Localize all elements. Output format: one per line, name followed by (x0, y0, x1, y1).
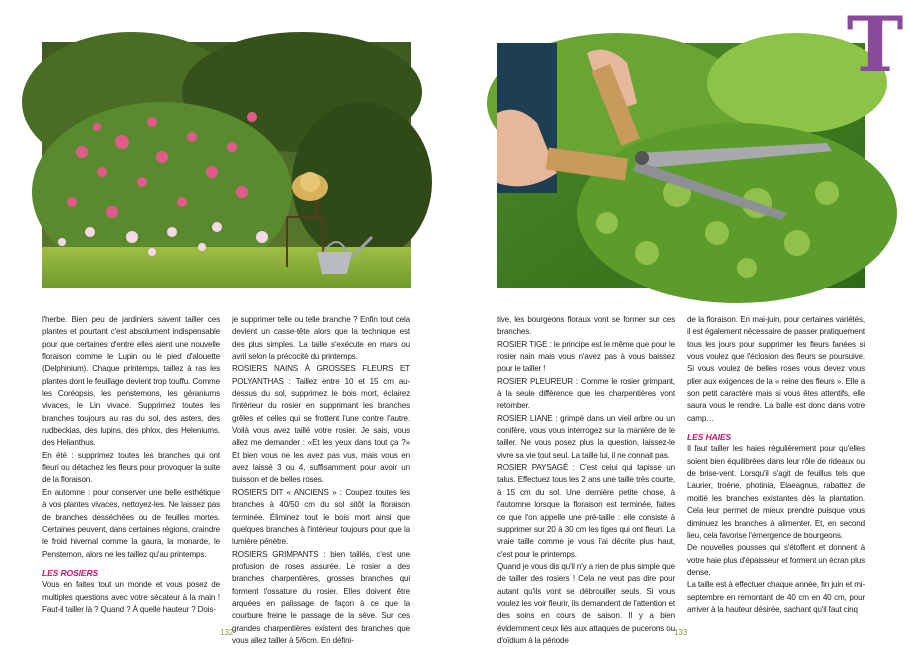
text-column-left-2 (232, 314, 410, 645)
paragraph: ROSIERS DIT « ANCIENS » : Coupez toutes les branches à 40/50 cm du sol sitôt la floraison terminée. Éliminez tout le bois mort ainsi que quelques branches à l'intérieur toujours pour que la lumière pénètre. (232, 487, 410, 547)
paragraph: Quand je vous dis qu'il n'y a rien de plus simple que de tailler des rosiers ! Cela ne veut pas dire pour autant qu'ils vont se débrouiller seuls. Si vous voulez les voir fleurir, ils demandent de l'attention et des soins en cours de saison. Il y a bien évidemment ceux liés aux attaques de pucerons ou d'oïdium à la période (497, 561, 675, 645)
page-number-left: 132 (220, 628, 234, 637)
paragraph: Vous en faites tout un monde et vous posez de multiples questions avec votre sécateur à la main ! Faut-il tailler là ? Quand ? À quelle hauteur ? Dois- (42, 580, 220, 614)
text-column-left-1 (42, 314, 220, 614)
paragraph: ROSIER LIANE : grimpé dans un vieil arbre ou un conifère, vous vous interrogez sur la manière de le tailler. Ne vous posez plus la question, laissez-le vivre sa vie tout seul. La taille lui, il ne connait pas. (497, 413, 675, 460)
paragraph: tive, les bourgeons floraux vont se former sur ces branches. (497, 315, 675, 337)
paragraph: ROSIERS NAINS À GROSSES FLEURS ET POLYANTHAS : Taillez entre 10 et 15 cm au-dessus du sol, supprimez le bois mort, éclairez l'intérieur du rosier en supprimant les branches grêles et celles qui se frottent l'une contre l'autre. Voilà vous avez taillé votre rosier. Je sais, vous allez me demander : «Et les yeux dans tout ça ?» Et bien vous ne les avez pas vus, mais vous en avez laissé 3 ou 4, suffisamment pour avoir un buisson et de belles roses. (232, 364, 410, 485)
paragraph: ROSIERS GRIMPANTS : bien taillés, c'est une profusion de roses assurée. Le rosier a des branches charpentières, grosses branches qui forment l'ossature du rosier. Elles doivent être arquées en palissage de façon à ce que la courbure freine le passage de la sève. Sur ces grandes charpentières existent des branches que vous allez tailler à 5/6cm. En défini- (232, 549, 410, 645)
text-column-right-2 (687, 314, 865, 614)
paragraph: ROSIER TIGE : le principe est le même que pour le rosier nain mais vous n'avez pas à vous baissez pour le tailler ! (497, 339, 675, 374)
hedge-trimming-photo (497, 43, 865, 288)
paragraph: La taille est à effectuer chaque année, fin juin et mi-septembre en remontant de 40 cm en 40 cm, pour arriver à la hauteur désirée, sachant qu'il faut cinq (687, 580, 865, 614)
paragraph: Il faut tailler les haies régulièrement pour qu'elles soient bien équilibrées dans leur rôle de rideaux ou de brise-vent. Lorsqu'il s'agit de feuillus tels que Laurier, troène, photinia, Elaeagnus, rabattez de moitié les branches existantes dès la plantation. Cela leur permet de mieux prendre puisque vous diminuez les branches à alimenter. Et, en second lieu, cela favorise l'émergence de bourgeons. (687, 444, 865, 540)
paragraph: En automne : pour conserver une belle esthétique à vos plantes vivaces, nettoyez-les. Ne laissez pas de branches desséchées ou de feuilles mortes. Certaines peuvent, dans certaines régions, craindre le froid hivernal comme la gaura, la monarde, le Penstemon, alors ne les taillez qu'au printemps. (42, 487, 220, 559)
paragraph: je supprimer telle ou telle branche ? Enfin tout cela devient un casse-tête alors que la technique est des plus simples. La taille s'exécute en mars ou avril selon la précocité du printemps. (232, 315, 410, 362)
paragraph: De nouvelles pousses qui s'étoffent et donnent à votre haie plus d'épaisseur et forment un écran plus dense. (687, 543, 865, 577)
text-column-right-1 (497, 314, 675, 645)
paragraph: En été : supprimez toutes les branches qui ont fleuri ou détachez les fleurs pour provoquer la suite de la floraison. (42, 450, 220, 485)
paragraph: l'herbe. Bien peu de jardiniers savent tailler ces plantes et pourtant c'est absolument indispensable pour que certaines d'entre elles aient une nouvelle floraison comme le Lupin ou le pied d'alouette (Delphinium). Chaque printemps, taillez à ras les plantes dont le feuillage devient trop touffu. Comme les Coréopsis, les penstemons, les géraniums vivaces, le Lin vivace. Supprimez toutes les branches toujours au ras du sol, des asters, des rudbeckias, des lupins, des phlox, des Heleniums, des Helianthus. (42, 315, 220, 448)
section-heading: LES ROSIERS (42, 567, 99, 578)
garden-photo (42, 42, 411, 288)
section-heading: LES HAIES (687, 432, 732, 443)
paragraph: ROSIER PAYSAGÉ : C'est celui qui tapisse un talus. Effectuez tous les 2 ans une taille très courte, à 15 cm du sol. Une dernière petite chose, à l'automne lorsque la floraison est terminée, faites ce que l'on appelle une pré-taille : elle consiste à supprimer sur 20 à 30 cm les tiges qui ont fleuri. La vraie taille comme je vous l'ai décrite plus haut, c'est pour le printemps. (497, 463, 675, 559)
paragraph: ROSIER PLEUREUR : Comme le rosier grimpant, à la seule différence que les charpentières vont retomber. (497, 376, 675, 411)
page-number-right: 133 (674, 628, 688, 637)
chapter-letter: T (846, 0, 904, 89)
paragraph: de la floraison. En mai-juin, pour certaines variétés, il est également nécessaire de passer pratiquement tous les jours pour supprimer les fleurs fanées si vous voulez que l'éclosion des fleurs se poursuive. Si vous voulez de belles roses vous devez vous plier aux exigences de la « reine des fleurs ». Elle a son petit caractère mais si vous êtes attentifs, elle saura vous le rendre. La balle est donc dans votre camp… (687, 315, 865, 423)
right-page (454, 0, 908, 652)
